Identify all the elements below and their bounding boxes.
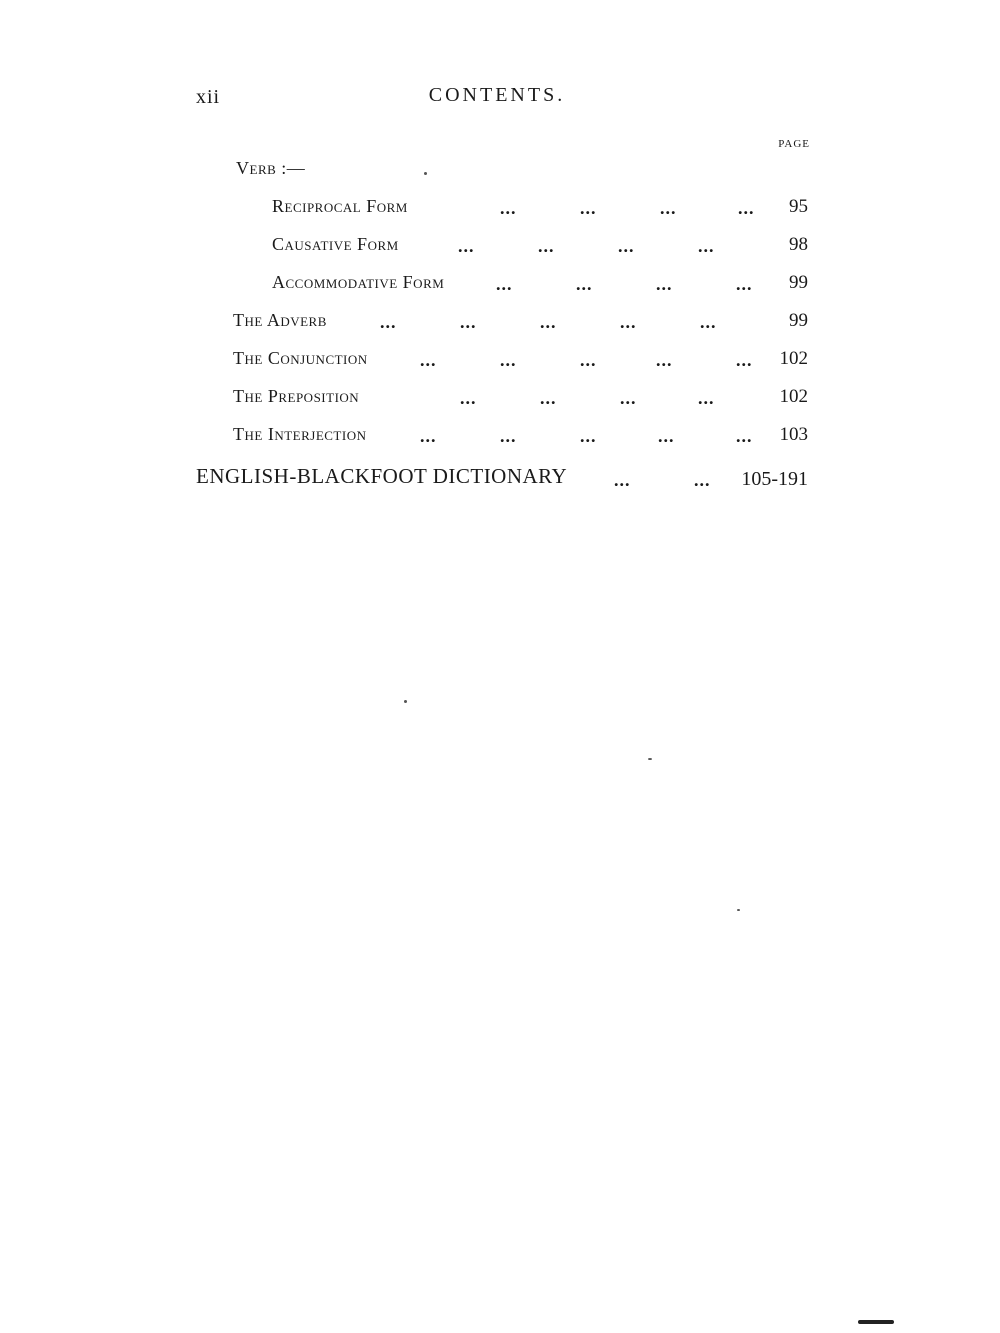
leader-dots: ...: [736, 274, 753, 294]
leader-dots: ...: [698, 236, 715, 256]
leader-dots: ...: [700, 312, 717, 332]
toc-entry-label: Causative Form: [272, 234, 399, 254]
toc-entry-label: The Interjection: [233, 424, 367, 444]
toc-entry-page: 102: [779, 386, 808, 407]
leader-dots: ...: [420, 350, 437, 370]
toc-entry-page: 102: [779, 348, 808, 369]
scan-speck: [404, 700, 407, 703]
leader-dots: ...: [500, 198, 517, 218]
leader-dots: ...: [698, 388, 715, 408]
leader-dots: ...: [540, 312, 557, 332]
leader-dots: ...: [576, 274, 593, 294]
leader-dots: ...: [658, 426, 675, 446]
leader-dots: ...: [538, 236, 555, 256]
leader-dots: ...: [736, 426, 753, 446]
toc-entry-label: The Adverb: [233, 310, 327, 330]
toc-entry-label: The Conjunction: [233, 348, 368, 368]
leader-dots: ...: [540, 388, 557, 408]
leader-dots: ...: [620, 388, 637, 408]
leader-dots: ...: [580, 426, 597, 446]
leader-dots: ...: [614, 470, 631, 490]
leader-dots: ...: [500, 350, 517, 370]
toc-entry-page: 99: [789, 272, 808, 293]
leader-dots: ...: [496, 274, 513, 294]
leader-dots: ...: [618, 236, 635, 256]
leader-dots: ...: [736, 350, 753, 370]
toc-dictionary-pages: 105-191: [741, 468, 808, 490]
leader-dots: ...: [694, 470, 711, 490]
leader-dots: ...: [580, 198, 597, 218]
leader-dots: ...: [460, 312, 477, 332]
toc-entry-page: 95: [789, 196, 808, 217]
leader-dots: ...: [458, 236, 475, 256]
scan-speck: [424, 172, 427, 175]
scan-edge-mark: [858, 1320, 894, 1324]
page-folio: xii: [196, 86, 221, 108]
section-heading-verb: Verb :—: [236, 158, 306, 178]
leader-dots: ...: [380, 312, 397, 332]
leader-dots: ...: [656, 274, 673, 294]
scan-speck: [737, 909, 740, 911]
page-column-label: PAGE: [778, 138, 810, 150]
leader-dots: ...: [580, 350, 597, 370]
running-head: CONTENTS.: [428, 84, 566, 106]
leader-dots: ...: [660, 198, 677, 218]
toc-entry-page: 98: [789, 234, 808, 255]
toc-entry-label: Accommodative Form: [272, 272, 445, 292]
toc-entry-label: The Preposition: [233, 386, 360, 406]
toc-dictionary-label: ENGLISH-BLACKFOOT DICTIONARY: [196, 464, 568, 488]
leader-dots: ...: [460, 388, 477, 408]
leader-dots: ...: [738, 198, 755, 218]
toc-entry-label: Reciprocal Form: [272, 196, 408, 216]
scan-speck: [648, 758, 652, 760]
leader-dots: ...: [656, 350, 673, 370]
leader-dots: ...: [500, 426, 517, 446]
toc-entry-page: 103: [779, 424, 808, 445]
toc-entry-page: 99: [789, 310, 808, 331]
leader-dots: ...: [420, 426, 437, 446]
leader-dots: ...: [620, 312, 637, 332]
